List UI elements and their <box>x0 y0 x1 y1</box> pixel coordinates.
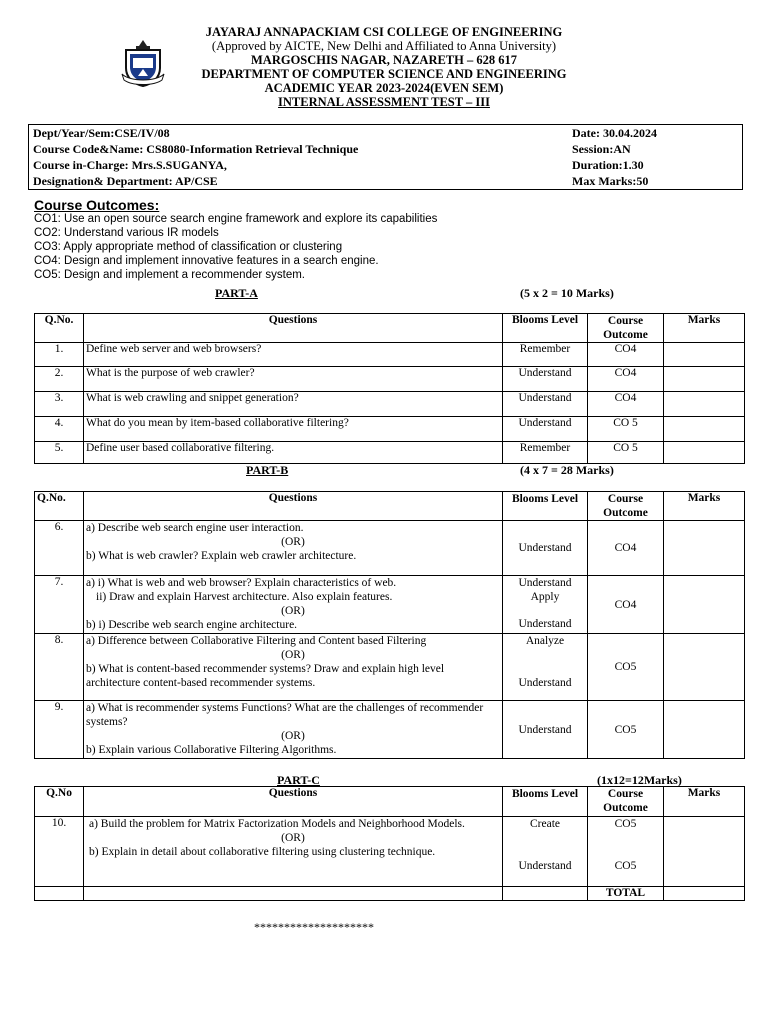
question <box>84 634 503 701</box>
qno: 10. <box>35 817 84 887</box>
header-blooms: Blooms Level <box>503 492 588 521</box>
total-marks-cell <box>664 887 745 901</box>
header-blooms: Blooms Level <box>503 787 588 817</box>
header-marks: Marks <box>664 787 745 817</box>
header-questions: Questions <box>84 492 503 521</box>
question: What is the purpose of web crawler? <box>84 367 503 392</box>
part-a-marks: (5 x 2 = 10 Marks) <box>520 286 614 300</box>
header-blooms: Blooms Level <box>503 314 588 343</box>
qno: 3. <box>35 392 84 417</box>
course-info: Course Code&Name: CS8080-Information Retrieval Technique <box>33 142 359 156</box>
blooms-level: Understand <box>503 392 588 417</box>
qno: 4. <box>35 417 84 442</box>
part-b-title: PART-B <box>246 463 289 477</box>
question <box>84 817 503 887</box>
qno: 2. <box>35 367 84 392</box>
blooms-2: Understand <box>518 677 572 689</box>
or-label: (OR) <box>281 536 305 548</box>
qno: 6. <box>35 521 84 576</box>
total-label: TOTAL <box>588 887 664 901</box>
question: What do you mean by item-based collaborative filtering? <box>84 417 503 442</box>
part-c-title: PART-C <box>277 773 320 787</box>
blooms-level: Understand <box>503 701 588 759</box>
header-questions: Questions <box>84 314 503 343</box>
co4: CO4: Design and implement innovative features in a search engine. <box>34 255 379 267</box>
co5: CO5: Design and implement a recommender system. <box>34 269 305 281</box>
marks-cell <box>664 392 745 417</box>
table-row <box>35 343 745 367</box>
blooms-level <box>503 576 588 634</box>
question-a: a) What is recommender systems Functions? What are the challenges of recommender systems? <box>86 702 484 728</box>
course-outcomes-title: Course Outcomes: <box>34 197 160 213</box>
course-outcome: CO5 <box>588 634 664 701</box>
blooms-1: Understand <box>518 577 572 589</box>
header-outcome: Course Outcome <box>588 787 664 817</box>
co-1: CO5 <box>614 818 637 830</box>
marks-cell <box>664 343 745 367</box>
course-outcome: CO4 <box>588 521 664 576</box>
table-row <box>35 417 745 442</box>
approval-line: (Approved by AICTE, New Delhi and Affiliated to Anna University) <box>211 39 557 53</box>
header-qno: Q.No. <box>35 492 84 521</box>
course-outcome: CO5 <box>588 701 664 759</box>
question-a: a) Difference between Collaborative Filtering and Content based Filtering <box>86 635 427 647</box>
course-outcome: CO4 <box>588 392 664 417</box>
part-a-title: PART-A <box>215 286 258 300</box>
duration-info: Duration:1.30 <box>572 158 644 172</box>
footer-stars: ******************** <box>254 920 374 934</box>
empty-cell <box>35 887 84 901</box>
course-outcome: CO 5 <box>588 417 664 442</box>
blooms-2: Apply <box>530 591 560 603</box>
blooms-1: Analyze <box>525 635 565 647</box>
course-outcomes <box>34 198 734 282</box>
header-qno: Q.No <box>35 787 84 817</box>
header-outcome: Course Outcome <box>588 492 664 521</box>
blooms-level: Remember <box>503 442 588 464</box>
course-outcome: CO4 <box>588 367 664 392</box>
co2: CO2: Understand various IR models <box>34 227 219 239</box>
question-a: a) Build the problem for Matrix Factorization Models and Neighborhood Models. <box>89 818 465 830</box>
marks-cell <box>664 442 745 464</box>
question-b: b) What is content-based recommender systems? Draw and explain high level architecture content-based recommender systems. <box>86 663 445 689</box>
marks-cell <box>664 521 745 576</box>
co3: CO3: Apply appropriate method of classification or clustering <box>34 241 343 253</box>
marks-cell <box>664 576 745 634</box>
course-info-box <box>28 124 743 190</box>
session-info: Session:AN <box>572 142 631 156</box>
question-a2: ii) Draw and explain Harvest architecture. Also explain features. <box>96 591 393 603</box>
marks-cell <box>664 417 745 442</box>
blooms-level: Understand <box>503 367 588 392</box>
course-outcome: CO4 <box>588 576 664 634</box>
blooms-3: Understand <box>518 618 572 630</box>
department-line: DEPARTMENT OF COMPUTER SCIENCE AND ENGINEERING <box>201 67 567 81</box>
header-outcome: Course Outcome <box>588 314 664 343</box>
header-marks: Marks <box>664 492 745 521</box>
header-marks: Marks <box>664 314 745 343</box>
table-row <box>35 392 745 417</box>
question: Define user based collaborative filtering. <box>84 442 503 464</box>
table-row <box>35 442 745 464</box>
question: Define web server and web browsers? <box>84 343 503 367</box>
empty-cell <box>503 887 588 901</box>
part-b-table <box>34 491 745 759</box>
table-row <box>35 367 745 392</box>
qno: 8. <box>35 634 84 701</box>
header-questions: Questions <box>84 787 503 817</box>
question <box>84 576 503 634</box>
co-2: CO5 <box>614 860 637 872</box>
question: What is web crawling and snippet generation? <box>84 392 503 417</box>
address-line: MARGOSCHIS NAGAR, NAZARETH – 628 617 <box>251 53 517 67</box>
header-qno: Q.No. <box>35 314 84 343</box>
or-label: (OR) <box>281 605 305 617</box>
question-a: a) Describe web search engine user interaction. <box>86 522 304 534</box>
table-row <box>35 634 745 701</box>
or-label: (OR) <box>281 832 305 844</box>
blooms-level: Understand <box>503 521 588 576</box>
blooms-level <box>503 817 588 887</box>
question-b: b) i) Describe web search engine architecture. <box>86 619 298 631</box>
qno: 5. <box>35 442 84 464</box>
course-outcome: CO 5 <box>588 442 664 464</box>
test-title: INTERNAL ASSESSMENT TEST – III <box>278 95 490 109</box>
marks-cell <box>664 634 745 701</box>
part-a-table <box>34 313 745 464</box>
question <box>84 521 503 576</box>
table-row <box>35 817 745 887</box>
course-outcome <box>588 817 664 887</box>
or-label: (OR) <box>281 730 305 742</box>
blooms-1: Create <box>529 818 560 830</box>
blooms-level <box>503 634 588 701</box>
date-info: Date: 30.04.2024 <box>572 126 657 140</box>
qno: 7. <box>35 576 84 634</box>
total-row <box>35 887 745 901</box>
empty-cell <box>84 887 503 901</box>
marks-cell <box>664 701 745 759</box>
question-a1: a) i) What is web and web browser? Explain characteristics of web. <box>86 577 397 589</box>
table-row <box>35 576 745 634</box>
question-b: b) What is web crawler? Explain web crawler architecture. <box>86 550 357 562</box>
designation-info: Designation& Department: AP/CSE <box>33 174 218 188</box>
in-charge-info: Course in-Charge: Mrs.S.SUGANYA, <box>33 158 227 172</box>
blooms-level: Remember <box>503 343 588 367</box>
course-outcome: CO4 <box>588 343 664 367</box>
or-label: (OR) <box>281 649 305 661</box>
dept-info: Dept/Year/Sem:CSE/IV/08 <box>33 126 170 140</box>
part-c-table <box>34 786 745 901</box>
co1: CO1: Use an open source search engine framework and explore its capabilities <box>34 213 438 225</box>
max-marks-info: Max Marks:50 <box>572 174 649 188</box>
blooms-level: Understand <box>503 417 588 442</box>
qno: 9. <box>35 701 84 759</box>
question <box>84 701 503 759</box>
part-c-marks: (1x12=12Marks) <box>597 773 682 787</box>
qno: 1. <box>35 343 84 367</box>
part-b-marks: (4 x 7 = 28 Marks) <box>520 463 614 477</box>
table-row <box>35 521 745 576</box>
academic-year: ACADEMIC YEAR 2023-2024(EVEN SEM) <box>264 81 504 95</box>
college-name: JAYARAJ ANNAPACKIAM CSI COLLEGE OF ENGINEERING <box>205 25 563 39</box>
question-b: b) Explain various Collaborative Filtering Algorithms. <box>86 744 337 756</box>
blooms-2: Understand <box>518 860 572 872</box>
marks-cell <box>664 367 745 392</box>
marks-cell <box>664 817 745 887</box>
question-b: b) Explain in detail about collaborative filtering using clustering technique. <box>89 846 436 858</box>
table-row <box>35 701 745 759</box>
